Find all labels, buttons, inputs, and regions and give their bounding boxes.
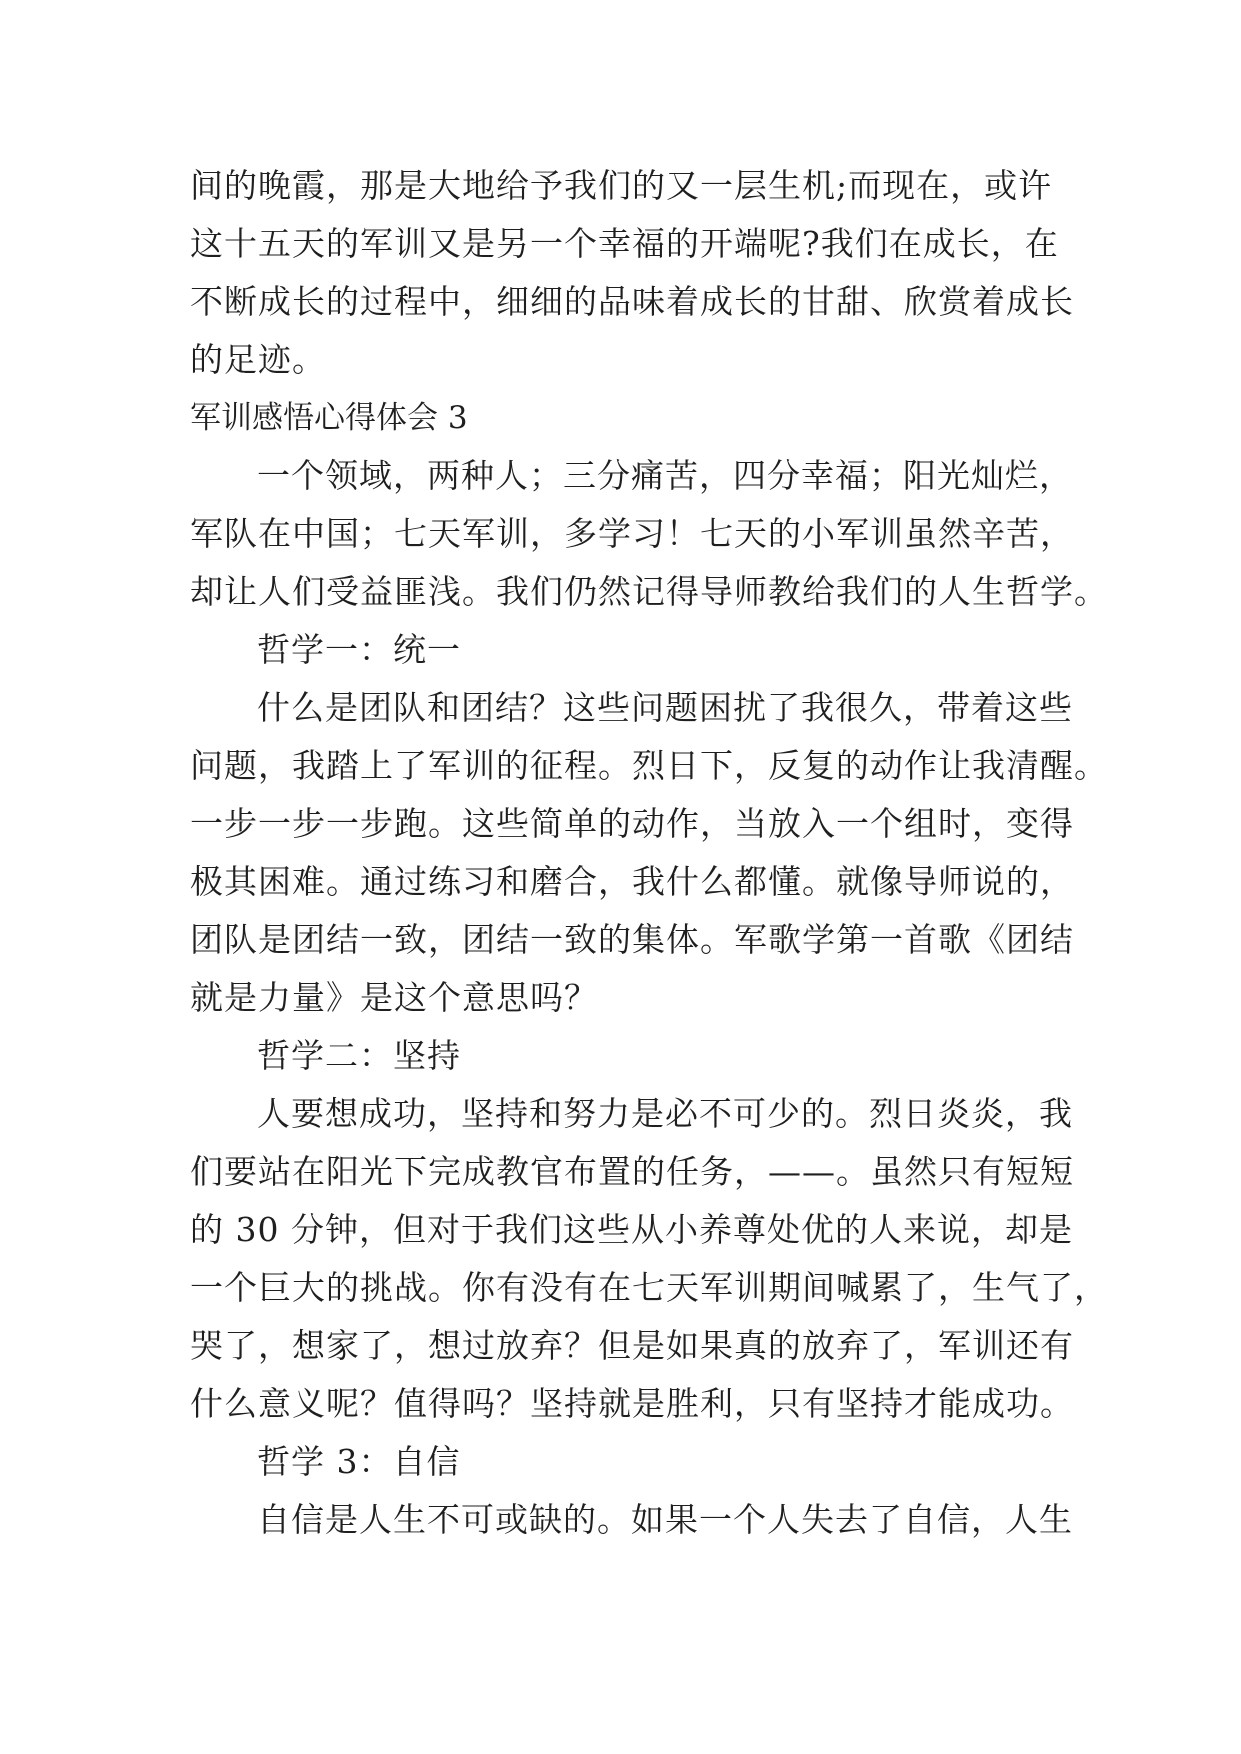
text-line: 一个巨大的挑战。你有没有在七天军训期间喊累了，生气了， bbox=[190, 1268, 1108, 1307]
text-line: 问题，我踏上了军训的征程。烈日下，反复的动作让我清醒。 bbox=[190, 746, 1108, 785]
text-line: 什么意义呢？值得吗？坚持就是胜利，只有坚持才能成功。 bbox=[190, 1384, 1074, 1423]
text-line: 一步一步一步跑。这些简单的动作，当放入一个组时，变得 bbox=[190, 804, 1074, 843]
text-line: 哭了，想家了，想过放弃？但是如果真的放弃了，军训还有 bbox=[190, 1326, 1074, 1365]
text-line: 就是力量》是这个意思吗？ bbox=[190, 978, 598, 1017]
text-line: 不断成长的过程中，细细的品味着成长的甘甜、欣赏着成长 bbox=[190, 282, 1074, 321]
text-line: 自信是人生不可或缺的。如果一个人失去了自信，人生 bbox=[257, 1500, 1073, 1539]
text-line: 一个领域，两种人；三分痛苦，四分幸福；阳光灿烂， bbox=[257, 456, 1073, 495]
text-line: 极其困难。通过练习和磨合，我什么都懂。就像导师说的， bbox=[190, 862, 1074, 901]
text-line: 的 30 分钟，但对于我们这些从小养尊处优的人来说，却是 bbox=[190, 1210, 1073, 1249]
text-line: 间的晚霞，那是大地给予我们的又一层生机;而现在，或许 bbox=[190, 166, 1053, 205]
text-line: 团队是团结一致，团结一致的集体。军歌学第一首歌《团结 bbox=[190, 920, 1074, 959]
section-title: 军训感悟心得体会 3 bbox=[190, 400, 468, 436]
subheading: 哲学一：统一 bbox=[257, 630, 461, 669]
text-line: 这十五天的军训又是另一个幸福的开端呢?我们在成长，在 bbox=[190, 224, 1059, 263]
text-line: 却让人们受益匪浅。我们仍然记得导师教给我们的人生哲学。 bbox=[190, 572, 1108, 611]
text-line: 人要想成功，坚持和努力是必不可少的。烈日炎炎，我 bbox=[257, 1094, 1073, 1133]
text-line: 什么是团队和团结？这些问题困扰了我很久，带着这些 bbox=[257, 688, 1073, 727]
text-line: 们要站在阳光下完成教官布置的任务，——。虽然只有短短 bbox=[190, 1152, 1074, 1191]
subheading: 哲学 3：自信 bbox=[257, 1442, 461, 1481]
text-line: 的足迹。 bbox=[190, 340, 326, 379]
text-line: 军队在中国；七天军训，多学习！七天的小军训虽然辛苦， bbox=[190, 514, 1074, 553]
subheading: 哲学二：坚持 bbox=[257, 1036, 461, 1075]
